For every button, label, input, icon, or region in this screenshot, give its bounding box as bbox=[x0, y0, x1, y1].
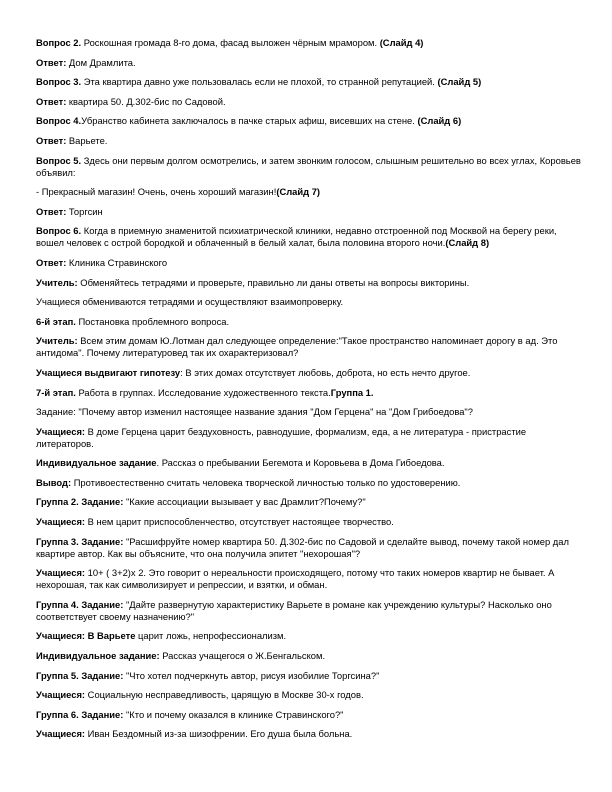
bold-text: Учащиеся выдвигают гипотезу bbox=[36, 366, 181, 378]
paragraph bbox=[36, 516, 586, 528]
bold-text: Ответ: bbox=[36, 95, 67, 107]
bold-text: 6-й этап. bbox=[36, 315, 76, 327]
bold-text: (Слайд 7) bbox=[276, 186, 321, 198]
bold-text: Вывод: bbox=[36, 476, 72, 488]
bold-text: Учитель: bbox=[36, 335, 78, 347]
text-run: Постановка проблемного вопроса. bbox=[75, 315, 230, 327]
bold-text: Ответ: bbox=[36, 134, 67, 146]
paragraph bbox=[36, 367, 586, 379]
text-run: . Рассказ о пребывании Бегемота и Коровьева в Дома Гибоедова. bbox=[156, 457, 445, 469]
bold-text: (Слайд 6) bbox=[417, 115, 462, 127]
paragraph bbox=[36, 477, 586, 489]
paragraph bbox=[36, 225, 586, 249]
paragraph bbox=[36, 689, 586, 701]
text-run: Социальную несправедливость, царящую в Москве 30-х годов. bbox=[85, 689, 364, 701]
paragraph bbox=[36, 457, 586, 469]
paragraph bbox=[36, 37, 586, 49]
paragraph bbox=[36, 650, 586, 662]
paragraph bbox=[36, 728, 586, 740]
bold-text: Индивидуальное задание bbox=[36, 457, 157, 469]
paragraph bbox=[36, 296, 586, 308]
paragraph bbox=[36, 76, 586, 88]
text-run: В доме Герцена царит бездуховность, равнодушие, формализм, еда, а не литература - пристрастие литераторов. bbox=[36, 425, 527, 449]
bold-text: Учащиеся: bbox=[36, 425, 86, 437]
bold-text: Группа 6. Задание: bbox=[36, 708, 124, 720]
bold-text: Ответ: bbox=[36, 256, 67, 268]
text-run: Работа в группах. Исследование художественного текста. bbox=[75, 386, 331, 398]
text-run: квартира 50. Д.302-бис по Садовой. bbox=[66, 95, 226, 107]
bold-text: Учащиеся: bbox=[36, 567, 86, 579]
text-run: Эта квартира давно уже пользовалась если не плохой, то странной репутацией. bbox=[81, 76, 438, 88]
paragraph bbox=[36, 115, 586, 127]
bold-text: Вопрос 3. bbox=[36, 76, 82, 88]
bold-text: Учитель: bbox=[36, 276, 78, 288]
text-run: "Дайте развернутую характеристику Варьете в романе как учреждению культуры? Насколько оно соответствует своему назначению?" bbox=[36, 598, 552, 622]
paragraph bbox=[36, 567, 586, 591]
text-run: "Расшифруйте номер квартира 50. Д.302-бис по Садовой и сделайте вывод, почему такой номер дал квартире автор. Как вы объясните, что она получила эпитет "нехорошая"? bbox=[36, 535, 569, 559]
paragraph bbox=[36, 257, 586, 269]
bold-text: Группа 1. bbox=[330, 386, 374, 398]
text-run: царит ложь, непрофессионализм. bbox=[135, 630, 287, 642]
paragraph bbox=[36, 316, 586, 328]
paragraph bbox=[36, 335, 586, 359]
text-run: Роскошная громада 8-го дома, фасад выложен чёрным мрамором. bbox=[81, 37, 380, 48]
text-run: - Прекрасный магазин! Очень, очень хороший магазин! bbox=[36, 186, 277, 198]
text-run: Учащиеся обмениваются тетрадями и осуществляют взаимопроверку. bbox=[36, 296, 344, 308]
bold-text: Вопрос 4. bbox=[36, 115, 82, 127]
text-run: Иван Бездомный из-за шизофрении. Его душа была больна. bbox=[85, 728, 353, 740]
paragraph bbox=[36, 57, 586, 69]
text-run: Рассказ учащегося о Ж.Бенгальском. bbox=[159, 650, 326, 662]
paragraph bbox=[36, 186, 586, 198]
bold-text: Вопрос 6. bbox=[36, 225, 82, 237]
text-run: Клиника Стравинского bbox=[66, 256, 168, 268]
paragraph bbox=[36, 135, 586, 147]
bold-text: Группа 3. Задание: bbox=[36, 535, 124, 547]
paragraph bbox=[36, 96, 586, 108]
text-run: Когда в приемную знаменитой психиатрической клиники, недавно отстроенной под Москвой на берегу реки, вошел человек с острой бородкой и облаченный в белый халат, была половина второго ночи. bbox=[36, 225, 557, 249]
document-page bbox=[36, 37, 586, 748]
paragraph bbox=[36, 406, 586, 418]
paragraph bbox=[36, 709, 586, 721]
text-run: Варьете. bbox=[66, 134, 108, 146]
text-run: "Что хотел подчеркнуть автор, рисуя изобилие Торгсина?" bbox=[123, 669, 380, 681]
text-run: "Кто и почему оказался в клинике Стравинского?" bbox=[123, 708, 344, 720]
text-run: Торгсин bbox=[66, 205, 103, 217]
text-run: Всем этим домам Ю.Лотман дал следующее определение:"Такое пространство напоминает дорогу в ад. Это антидома". Почему литературовед так их охарактеризовал? bbox=[36, 335, 558, 359]
paragraph bbox=[36, 426, 586, 450]
paragraph bbox=[36, 496, 586, 508]
text-run: В нем царит приспособленчество, отсутствует настоящее творчество. bbox=[85, 516, 394, 528]
text-run: "Какие ассоциации вызывает у вас Драмлит?Почему?" bbox=[123, 496, 366, 508]
paragraph bbox=[36, 277, 586, 289]
text-run: Здесь они первым долгом осмотрелись, и затем звонким голосом, слышным решительно во всех углах, Коровьев объявил: bbox=[36, 154, 581, 178]
bold-text: Группа 5. Задание: bbox=[36, 669, 124, 681]
bold-text: Учащиеся: bbox=[36, 728, 86, 740]
bold-text: Ответ: bbox=[36, 56, 67, 68]
text-run: Дом Драмлита. bbox=[66, 56, 136, 68]
paragraph bbox=[36, 536, 586, 560]
bold-text: Группа 4. Задание: bbox=[36, 598, 124, 610]
text-run: Противоестественно считать человека творческой личностью только по удостоверению. bbox=[71, 476, 461, 488]
text-run: Обменяйтесь тетрадями и проверьте, правильно ли даны ответы на вопросы викторины. bbox=[77, 276, 470, 288]
paragraph bbox=[36, 670, 586, 682]
bold-text: (Слайд 8) bbox=[445, 237, 490, 249]
paragraph bbox=[36, 387, 586, 399]
bold-text: Индивидуальное задание: bbox=[36, 650, 160, 662]
bold-text: (Слайд 4) bbox=[379, 37, 424, 48]
bold-text: Ответ: bbox=[36, 205, 67, 217]
bold-text: Вопрос 2. bbox=[36, 37, 82, 48]
bold-text: Учащиеся: bbox=[36, 689, 86, 701]
bold-text: 7-й этап. bbox=[36, 386, 76, 398]
bold-text: Учащиеся: В Варьете bbox=[36, 630, 136, 642]
bold-text: (Слайд 5) bbox=[437, 76, 482, 88]
paragraph bbox=[36, 599, 586, 623]
text-run: Убранство кабинета заключалось в пачке старых афиш, висевших на стене. bbox=[81, 115, 418, 127]
bold-text: Учащиеся: bbox=[36, 516, 86, 528]
paragraph bbox=[36, 630, 586, 642]
text-run: Задание: "Почему автор изменил настоящее название здания "Дом Герцена" на "Дом Грибоедова"? bbox=[36, 406, 473, 418]
text-run: : В этих домах отсутствует любовь, доброта, но есть нечто другое. bbox=[180, 366, 471, 378]
bold-text: Вопрос 5. bbox=[36, 154, 82, 166]
paragraph bbox=[36, 155, 586, 179]
paragraph bbox=[36, 206, 586, 218]
bold-text: Группа 2. Задание: bbox=[36, 496, 124, 508]
text-run: 10+ ( 3+2)x 2. Это говорит о нереальности происходящего, потому что таких номеров квартир не бывает. А нехорошая, так как символизирует и репрессии, и взятки, и обман. bbox=[36, 567, 555, 591]
